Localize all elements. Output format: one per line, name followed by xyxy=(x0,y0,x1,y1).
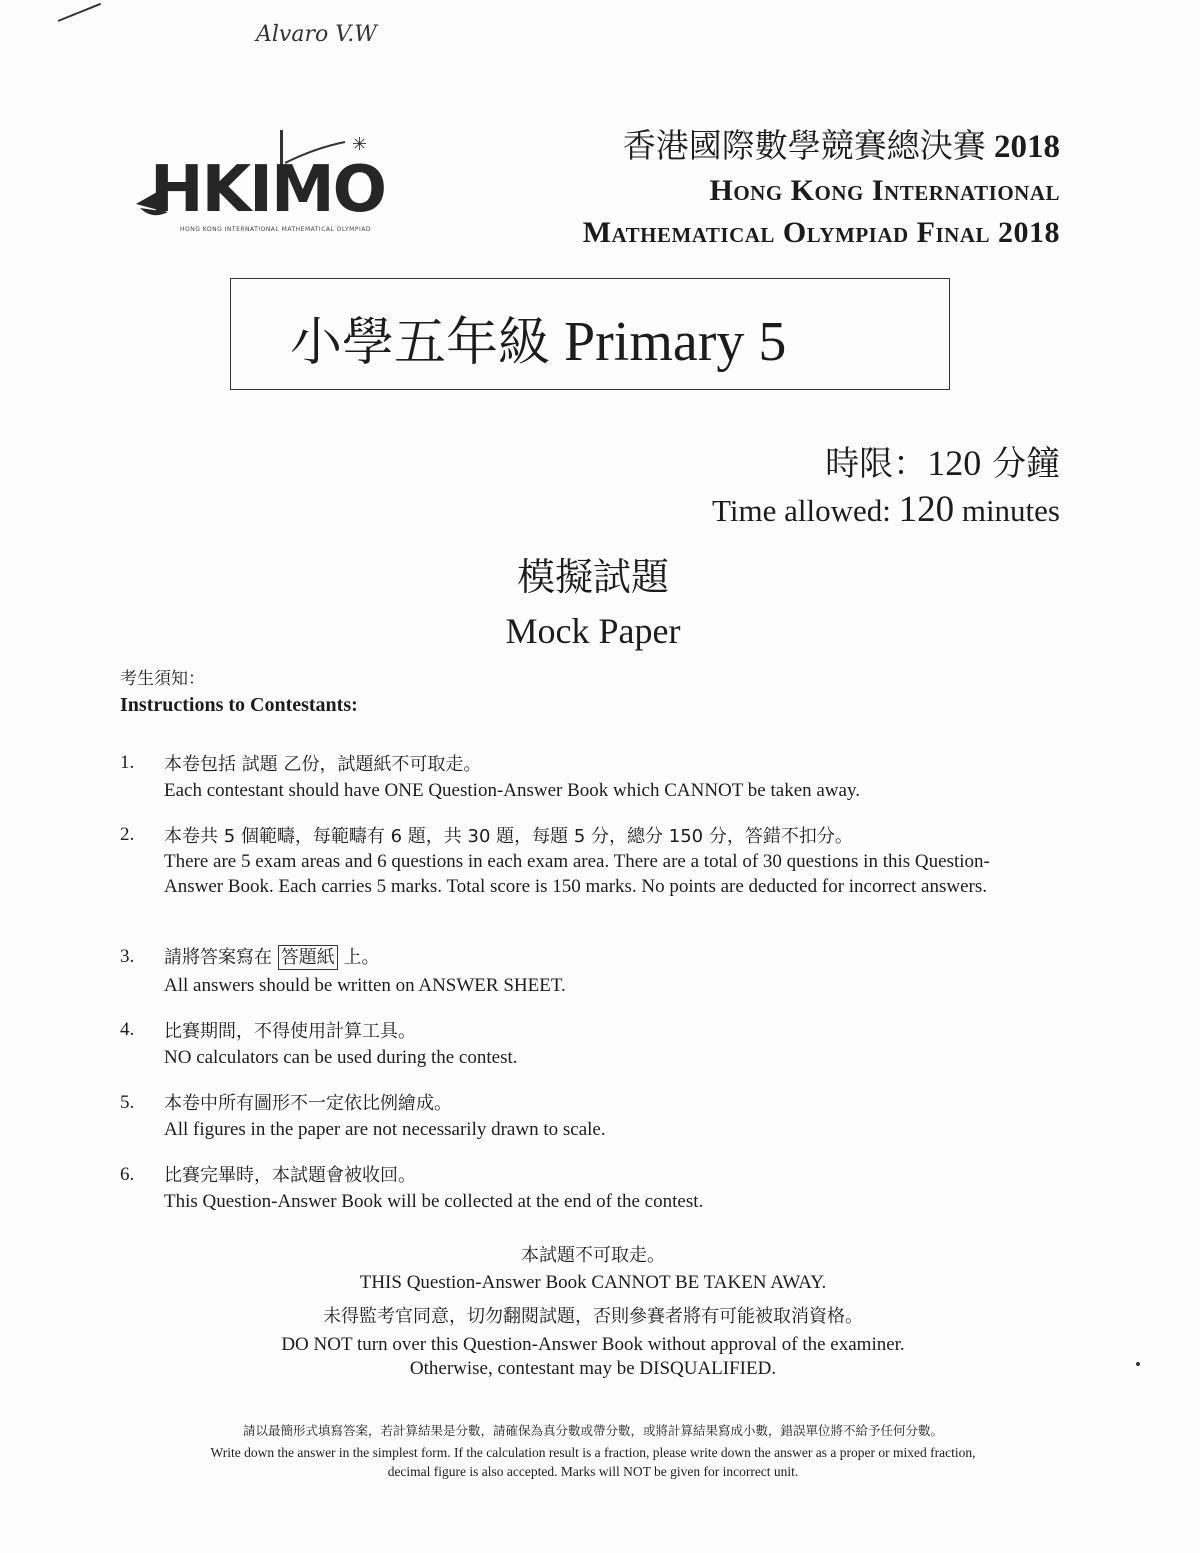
time-en-value: 120 xyxy=(898,489,955,530)
paper-type-en: Mock Paper xyxy=(505,611,681,651)
time-zh-label: 時限： xyxy=(825,444,928,484)
notice-en-2: DO NOT turn over this Question-Answer Book without approval of the examiner. xyxy=(281,1334,905,1355)
time-zh-unit: 分鐘 xyxy=(992,444,1060,484)
item-zh: 本卷中所有圖形不一定依比例繪成。 xyxy=(164,1093,452,1114)
item-number: 5. xyxy=(120,1092,135,1113)
item-number: 1. xyxy=(120,752,135,773)
time-en-unit: minutes xyxy=(961,493,1060,528)
title-english-line2: Mathematical Olympiad Final 2018 xyxy=(582,216,1060,249)
paper-type-zh: 模擬試題 xyxy=(516,555,669,599)
title-chinese xyxy=(623,120,1060,167)
notice-en-3: Otherwise, contestant may be DISQUALIFIED. xyxy=(409,1358,777,1379)
item-zh xyxy=(164,943,379,969)
answer-sheet-label: 答題紙 xyxy=(278,945,338,970)
pen-mark xyxy=(58,3,101,22)
time-en-label: Time allowed: xyxy=(712,493,891,528)
item-number: 2. xyxy=(120,824,135,845)
item-en: NO calculators can be used during the contest. xyxy=(164,1047,518,1068)
instructions-heading-en: Instructions to Contestants: xyxy=(120,694,358,716)
instructions-heading-zh: 考生須知： xyxy=(120,669,205,689)
item-number: 4. xyxy=(120,1019,135,1040)
item-en: Each contestant should have ONE Question-Answer Book which CANNOT be taken away. xyxy=(164,780,860,801)
footer-zh: 請以最簡形式填寫答案，若計算結果是分數，請確保為真分數或帶分數，或將計算結果寫成小數，錯誤單位將不給予任何分數。 xyxy=(242,1423,943,1438)
item-en: This Question-Answer Book will be collected at the end of the contest. xyxy=(164,1191,704,1212)
logo-subtitle: HONG KONG INTERNATIONAL MATHEMATICAL OLYMPIAD xyxy=(180,226,371,233)
item-zh: 本卷共 5 個範疇，每範疇有 6 題，共 30 題，每題 5 分，總分 150 分，答錯不扣分。 xyxy=(164,826,853,847)
item-zh: 比賽期間，不得使用計算工具。 xyxy=(164,1021,416,1042)
scan-speck xyxy=(1136,1362,1140,1366)
item-zh: 比賽完畢時，本試題會被收回。 xyxy=(164,1165,416,1186)
footer-en-1: Write down the answer in the simplest form. If the calculation result is a fraction, please write down the answer as a proper or mixed fraction, xyxy=(210,1445,976,1460)
logo-text: HKIMO xyxy=(150,153,386,227)
item-en: All answers should be written on ANSWER SHEET. xyxy=(164,975,566,996)
item-number: 6. xyxy=(120,1164,135,1185)
grade-title xyxy=(290,300,786,375)
item-zh: 本卷包括 試題 乙份，試題紙不可取走。 xyxy=(164,754,482,775)
time-zh-value: 120 xyxy=(927,443,982,483)
time-allowed-zh xyxy=(825,436,1060,485)
notice-en-1: THIS Question-Answer Book CANNOT BE TAKEN AWAY. xyxy=(359,1272,827,1293)
notice-zh-2: 未得監考官同意，切勿翻閱試題，否則參賽者將有可能被取消資格。 xyxy=(323,1306,863,1327)
item-zh-after: 上。 xyxy=(343,947,380,968)
item-en: There are 5 exam areas and 6 questions in each exam area. There are a total of 30 questions in this Question-Answer Book. Each carries 5 marks. Total score is 150 marks. No points are deducted for incorrect answers. xyxy=(164,851,990,897)
handwritten-name: Alvaro V.W xyxy=(256,22,377,47)
title-zh-text: 香港國際數學競賽總決賽 xyxy=(622,126,986,165)
title-english-line1: Hong Kong International xyxy=(709,174,1060,207)
item-number: 3. xyxy=(120,946,135,967)
grade-zh: 小學五年級 xyxy=(290,313,551,373)
footer-en-2: decimal figure is also accepted. Marks will NOT be given for incorrect unit. xyxy=(387,1464,799,1479)
item-zh-before: 請將答案寫在 xyxy=(164,947,272,968)
time-allowed-en xyxy=(712,488,1060,531)
title-year: 2018 xyxy=(994,129,1060,165)
item-en: All figures in the paper are not necessarily drawn to scale. xyxy=(164,1119,606,1140)
notice-zh-1: 本試題不可取走。 xyxy=(521,1245,665,1266)
star-icon: ✳ xyxy=(352,134,368,155)
grade-en: Primary 5 xyxy=(564,311,787,373)
